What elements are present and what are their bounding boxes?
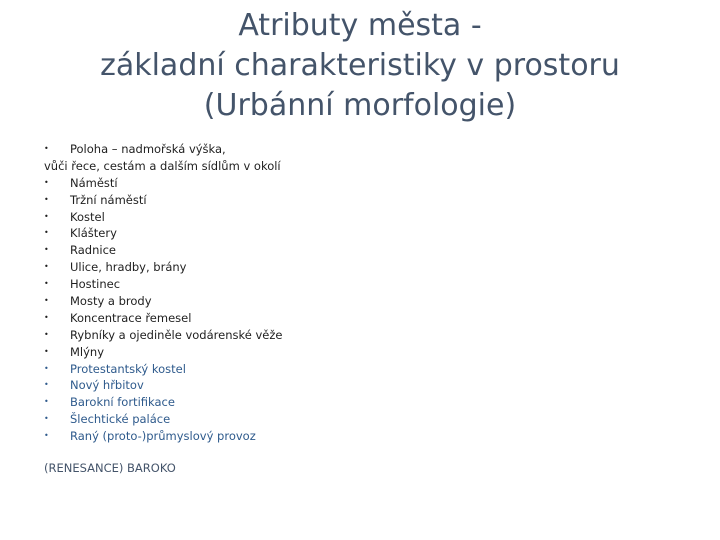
list-item [44, 225, 684, 242]
bullet-icon: • [44, 194, 49, 204]
list-item [44, 428, 684, 445]
list-item-text: Hostinec [70, 277, 121, 292]
list-item-text: Náměstí [70, 175, 118, 190]
title-line-2: základní charakteristiky v prostoru [100, 48, 620, 83]
footer-note: (RENESANCE) BAROKO [44, 461, 176, 475]
title-line-3: (Urbánní morfologie) [203, 88, 517, 123]
list-item-text: Barokní fortifikace [70, 395, 175, 410]
list-item [44, 377, 684, 394]
title-line-1: Atributy města - [238, 8, 482, 43]
list-item [44, 259, 684, 276]
list-item-text: Kostel [70, 209, 105, 224]
list-item [44, 411, 684, 428]
list-item [44, 175, 684, 192]
list-item [44, 344, 684, 361]
list-item-continuation: vůči řece, cestám a dalším sídlům v okolí [44, 158, 281, 173]
list-item-text: Protestantský kostel [70, 361, 186, 376]
bullet-icon: • [44, 363, 49, 373]
list-item-text: Ulice, hradby, brány [70, 260, 187, 275]
bullet-icon: • [44, 431, 49, 441]
list-item-text: Radnice [70, 243, 116, 258]
bullet-icon: • [44, 228, 49, 238]
list-item-text: Tržní náměstí [70, 192, 147, 207]
bullet-icon: • [44, 262, 49, 272]
list-item [44, 209, 684, 226]
list-item-text: Mlýny [70, 344, 105, 359]
list-item [44, 310, 684, 327]
bullet-icon: • [44, 380, 49, 390]
slide-title [60, 6, 660, 126]
list-item [44, 394, 684, 411]
list-item-text: Nový hřbitov [70, 378, 144, 393]
bullet-icon: • [44, 144, 49, 153]
list-item-text: Poloha – nadmořská výška, [70, 142, 226, 156]
items-container [44, 175, 684, 445]
bullet-icon: • [44, 414, 49, 424]
bullet-icon: • [44, 397, 49, 407]
list-item-text: Koncentrace řemesel [70, 310, 192, 325]
bullet-icon: • [44, 177, 49, 187]
bullet-icon: • [44, 245, 49, 255]
bullet-icon: • [44, 211, 49, 221]
list-item-text: Rybníky a ojediněle vodárenské věže [70, 327, 283, 342]
bullet-list [44, 141, 684, 445]
list-item [44, 327, 684, 344]
bullet-icon: • [44, 296, 49, 306]
list-item [44, 276, 684, 293]
bullet-icon: • [44, 279, 49, 289]
list-item [44, 192, 684, 209]
bullet-icon: • [44, 312, 49, 322]
bullet-icon: • [44, 329, 49, 339]
list-item-poloha [44, 141, 684, 158]
bullet-icon: • [44, 346, 49, 356]
list-item [44, 293, 684, 310]
list-item-text: Šlechtické paláce [70, 412, 171, 427]
list-item [44, 361, 684, 378]
list-item-text: Kláštery [70, 226, 117, 241]
list-item-text: Mosty a brody [70, 294, 152, 309]
list-item [44, 242, 684, 259]
list-item-text: Raný (proto-)průmyslový provoz [70, 429, 256, 444]
